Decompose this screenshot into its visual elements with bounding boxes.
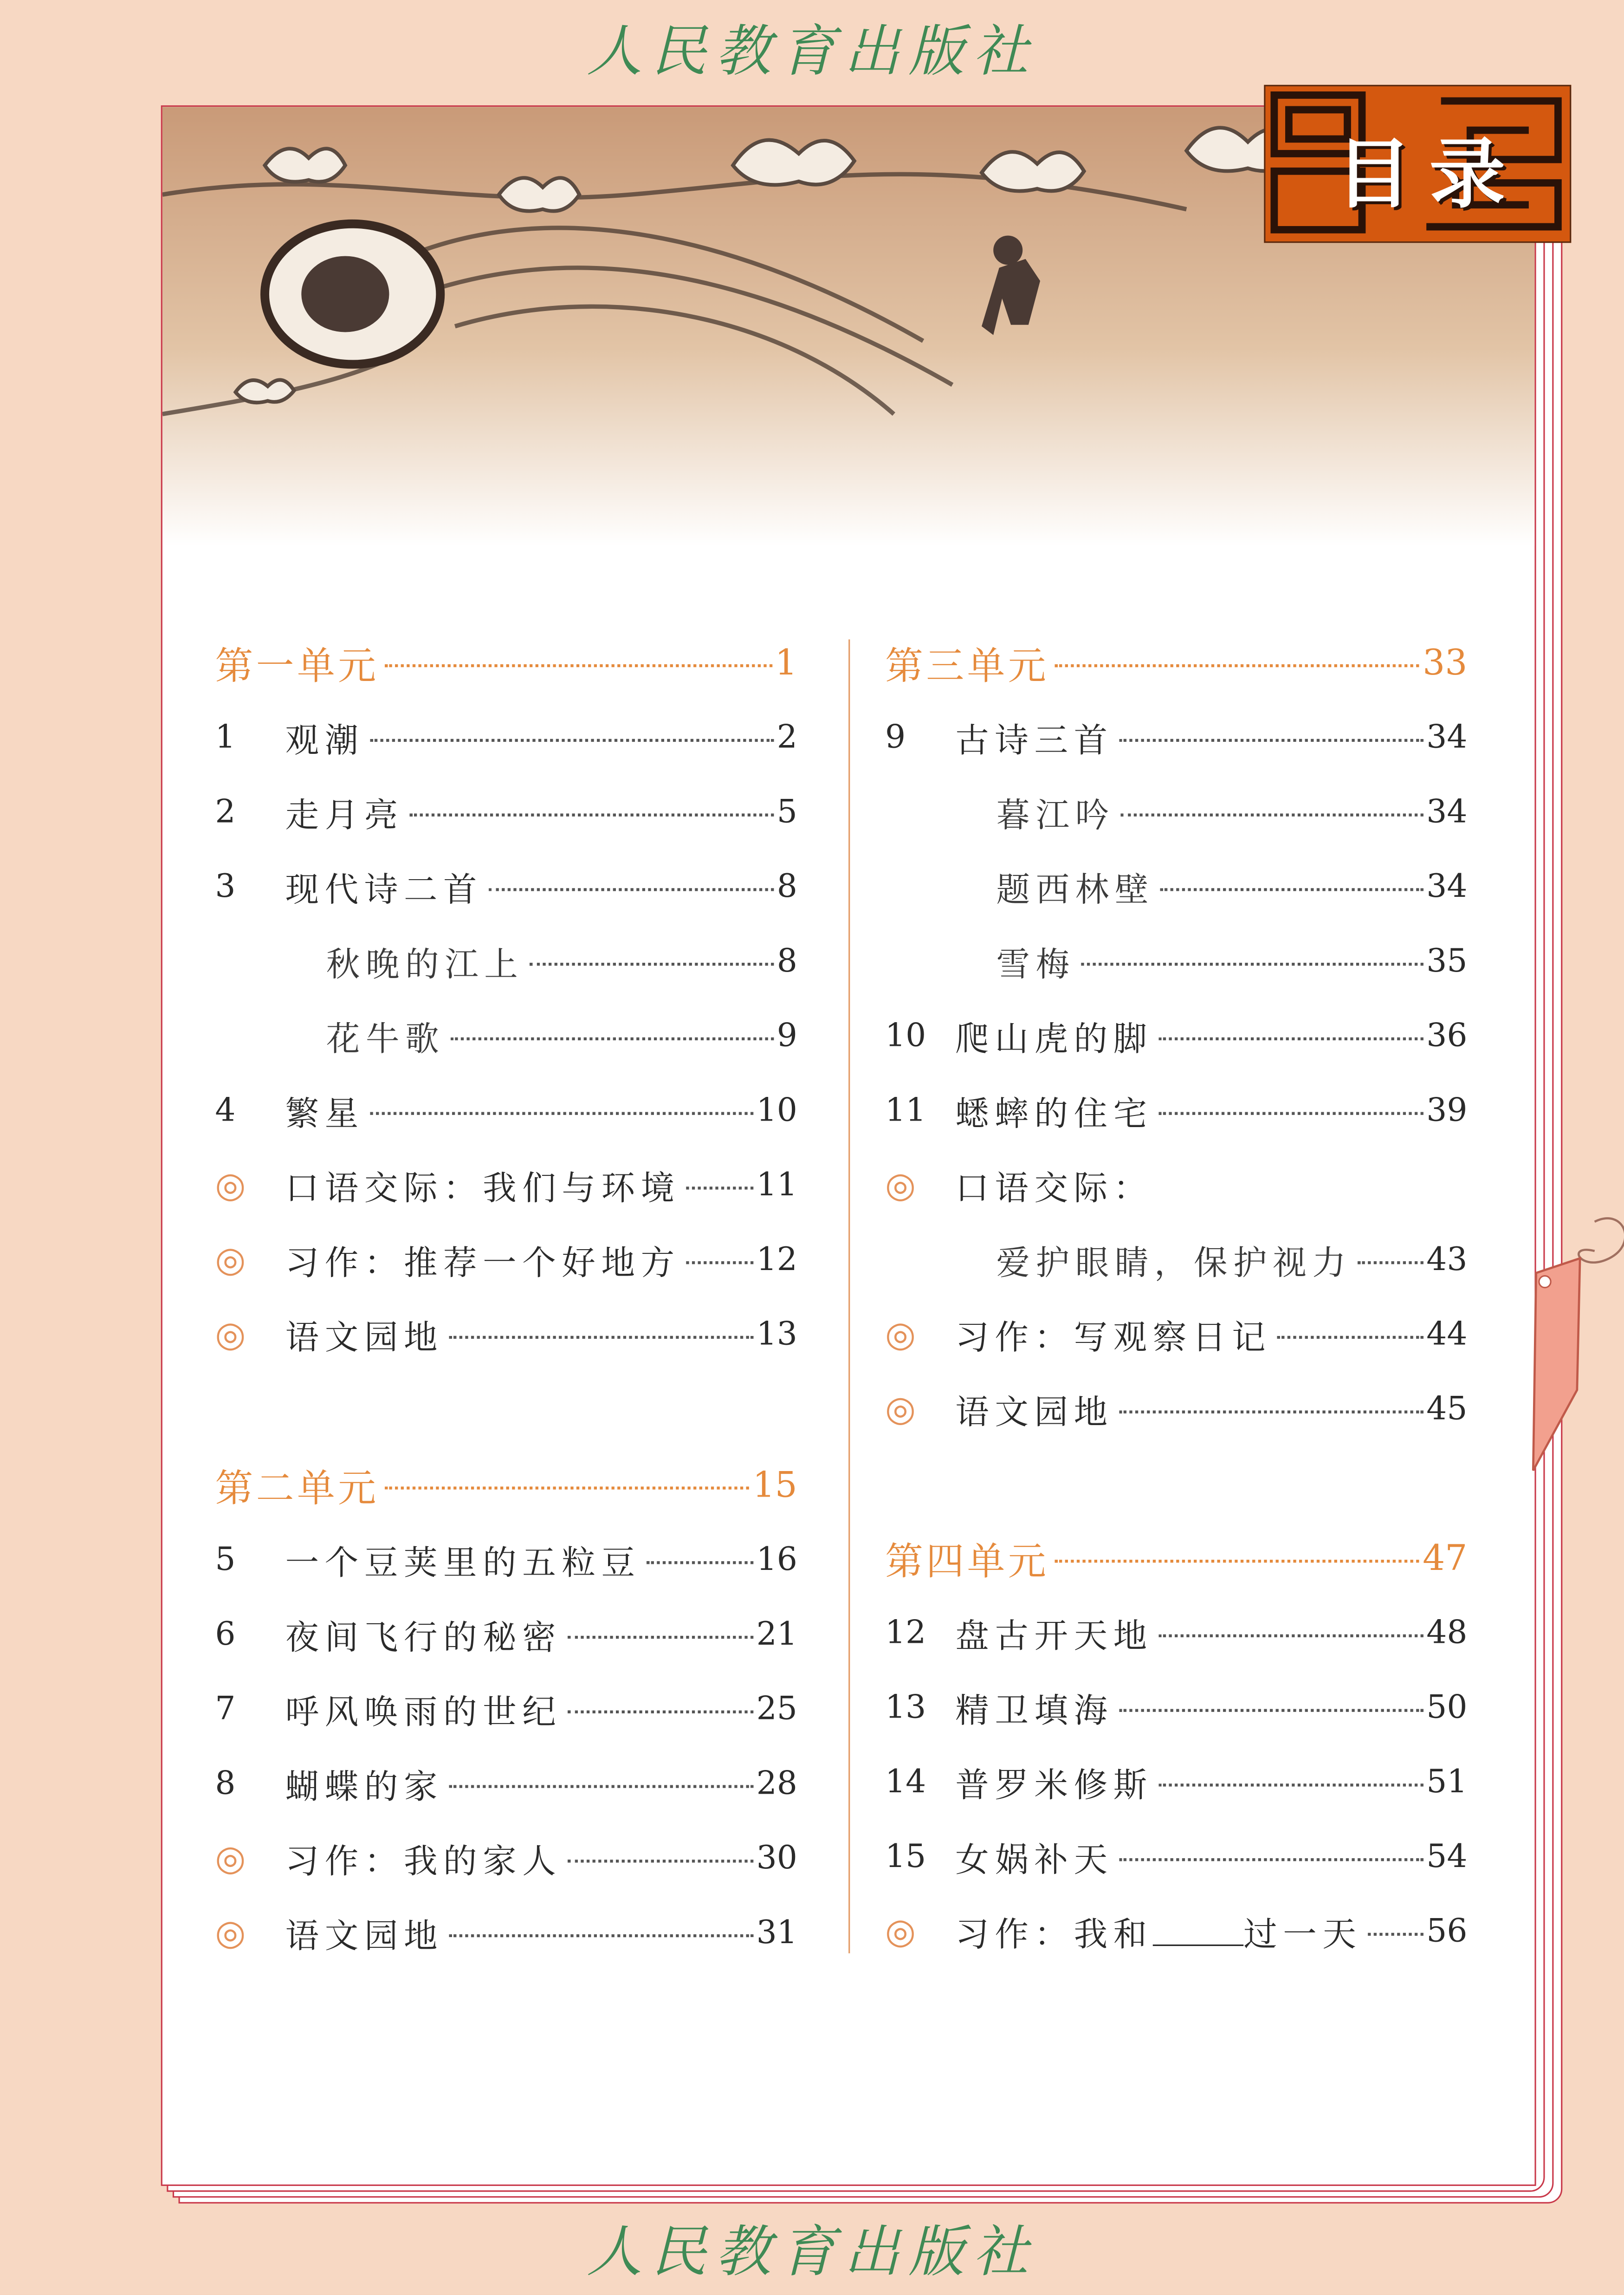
lesson-number: 13	[885, 1689, 926, 1726]
leader-dots	[1120, 814, 1423, 817]
page-number: 1	[775, 642, 797, 683]
leader-dots	[370, 739, 774, 742]
page-number: 36	[1426, 1018, 1468, 1055]
entry-title: 盘古开天地	[955, 1617, 1153, 1656]
bullet-circle-icon: ◎	[215, 1239, 246, 1280]
entry-title: 爬山虎的脚	[955, 1020, 1153, 1059]
entry-title: 爱护眼睛，保护视力	[996, 1244, 1352, 1283]
toc-entry[interactable]	[215, 1605, 797, 1664]
page-number: 35	[1426, 943, 1468, 980]
publisher-logo-top: 人民教育出版社	[586, 19, 1037, 84]
page-number: 47	[1423, 1537, 1468, 1579]
leader-dots	[449, 1336, 754, 1339]
page-number: 5	[776, 793, 797, 830]
toc-entry[interactable]	[215, 1305, 797, 1364]
leader-dots	[1119, 1411, 1423, 1413]
leader-dots	[1119, 1858, 1423, 1861]
bullet-circle-icon: ◎	[885, 1164, 916, 1206]
page-number: 16	[756, 1541, 797, 1578]
page-number: 28	[756, 1765, 797, 1802]
entry-title: 女娲补天	[955, 1841, 1113, 1880]
page-number: 12	[756, 1241, 797, 1278]
entry-title: 第一单元	[215, 644, 379, 689]
page-number: 8	[776, 868, 797, 905]
page-number: 2	[776, 719, 797, 756]
page-number: 50	[1426, 1689, 1468, 1726]
entry-title: 口语交际：	[955, 1170, 1153, 1208]
toc-entry[interactable]	[215, 1231, 797, 1289]
leader-dots	[449, 1934, 754, 1937]
leader-dots	[686, 1186, 753, 1189]
leader-dots	[451, 1037, 774, 1040]
entry-title: 题西林壁	[996, 871, 1154, 909]
bullet-circle-icon: ◎	[885, 1314, 916, 1355]
lesson-number: 12	[885, 1614, 926, 1652]
entry-title: 观潮	[285, 722, 364, 760]
page-number: 43	[1426, 1241, 1468, 1278]
leader-dots	[385, 664, 772, 667]
entry-title: 夜间飞行的秘密	[285, 1619, 562, 1657]
toc-unit-heading[interactable]	[215, 1456, 797, 1514]
leader-dots	[370, 1112, 753, 1115]
leader-dots	[1119, 1709, 1423, 1712]
leader-dots	[568, 1636, 753, 1639]
publisher-logo-bottom: 人民教育出版社	[586, 2219, 1037, 2284]
toc-entry[interactable]	[215, 857, 797, 916]
leader-dots	[385, 1486, 750, 1489]
bullet-circle-icon: ◎	[215, 1164, 246, 1206]
entry-title: 花牛歌	[326, 1020, 445, 1059]
lesson-number: 11	[885, 1092, 926, 1129]
bookmark-ribbon	[1521, 1214, 1624, 1478]
toc-unit-heading[interactable]	[885, 1529, 1467, 1588]
page-number: 45	[1426, 1390, 1468, 1427]
entry-title-after-blank: 过一天	[1243, 1916, 1362, 1954]
lesson-number: 6	[215, 1616, 236, 1653]
toc-entry[interactable]	[885, 1604, 1467, 1662]
page-number: 44	[1426, 1316, 1468, 1353]
page-number: 21	[756, 1616, 797, 1653]
page-number: 30	[756, 1840, 797, 1877]
toc-entry[interactable]	[885, 1156, 1467, 1214]
leader-dots	[1277, 1336, 1423, 1339]
entry-title: 古诗三首	[955, 722, 1113, 760]
leader-dots	[1055, 1560, 1420, 1562]
toc-entry[interactable]	[885, 857, 1467, 916]
lesson-number: 3	[215, 868, 236, 905]
lesson-number: 10	[885, 1018, 926, 1055]
entry-title: 蝴蝶的家	[285, 1768, 444, 1807]
column-divider	[848, 639, 850, 1953]
lesson-number: 4	[215, 1092, 236, 1129]
lesson-number: 14	[885, 1763, 926, 1801]
leader-dots	[1158, 1112, 1423, 1115]
toc-entry[interactable]	[885, 1828, 1467, 1886]
toc-entry[interactable]	[885, 708, 1467, 767]
lesson-number: 8	[215, 1765, 236, 1802]
leader-dots	[1160, 888, 1423, 891]
toc-entry[interactable]	[885, 1902, 1467, 1961]
toc-entry[interactable]	[885, 1380, 1467, 1438]
toc-entry[interactable]	[885, 1081, 1467, 1140]
entry-title: 习作：我的家人	[285, 1842, 562, 1881]
page-number: 51	[1426, 1763, 1468, 1801]
entry-title: 语文园地	[955, 1394, 1113, 1432]
toc-entry[interactable]	[885, 1753, 1467, 1811]
page-number: 8	[776, 943, 797, 980]
entry-title: 第三单元	[885, 644, 1049, 689]
page-number: 9	[776, 1018, 797, 1055]
page-number: 15	[752, 1465, 797, 1506]
page-number: 34	[1426, 719, 1468, 756]
page-number: 34	[1426, 793, 1468, 830]
toc-entry[interactable]	[215, 1904, 797, 1962]
leader-dots	[1158, 1037, 1423, 1040]
toc-entry[interactable]	[215, 1156, 797, 1214]
bullet-circle-icon: ◎	[215, 1314, 246, 1355]
entry-title: 语文园地	[285, 1319, 444, 1357]
page-number: 39	[1426, 1092, 1468, 1129]
leader-dots	[410, 814, 774, 817]
bullet-circle-icon: ◎	[885, 1388, 916, 1430]
page-number: 10	[756, 1092, 797, 1129]
toc-page	[161, 105, 1536, 2186]
toc-entry[interactable]	[215, 1007, 797, 1065]
entry-title: 一个豆荚里的五粒豆	[285, 1544, 641, 1582]
leader-dots	[647, 1561, 753, 1564]
entry-title: 习作：写观察日记	[955, 1319, 1272, 1357]
toc-entry[interactable]	[885, 1305, 1467, 1364]
bullet-circle-icon: ◎	[215, 1912, 246, 1953]
toc-tab	[1264, 85, 1571, 243]
leader-dots	[1119, 739, 1423, 742]
leader-dots	[489, 888, 774, 891]
fill-in-blank	[1153, 1918, 1243, 1945]
page-number: 13	[756, 1316, 797, 1353]
leader-dots	[1055, 664, 1420, 667]
toc-entry[interactable]	[885, 1678, 1467, 1737]
page-number: 48	[1426, 1614, 1468, 1652]
toc-entry[interactable]	[215, 1829, 797, 1887]
toc-entry[interactable]	[215, 932, 797, 991]
entry-title: 习作：我和	[955, 1916, 1153, 1954]
entry-title: 第四单元	[885, 1540, 1049, 1584]
bullet-circle-icon: ◎	[215, 1837, 246, 1879]
entry-title: 现代诗二首	[285, 871, 483, 909]
toc-entry[interactable]	[215, 1081, 797, 1140]
lesson-number: 9	[885, 719, 906, 756]
leader-dots	[1081, 963, 1423, 966]
entry-title: 暮江吟	[996, 797, 1115, 835]
entry-title: 第二单元	[215, 1466, 379, 1511]
leader-dots	[568, 1711, 753, 1713]
toc-unit-heading[interactable]	[885, 634, 1467, 692]
entry-title: 蟋蟀的住宅	[955, 1095, 1153, 1134]
leader-dots	[1368, 1933, 1423, 1936]
leader-dots	[530, 963, 774, 966]
lesson-number: 5	[215, 1541, 236, 1578]
lesson-number: 1	[215, 719, 236, 756]
bullet-circle-icon: ◎	[885, 1911, 916, 1952]
leader-dots	[568, 1860, 753, 1862]
entry-title: 普罗米修斯	[955, 1767, 1153, 1805]
lesson-number: 15	[885, 1838, 926, 1875]
page-number: 34	[1426, 868, 1468, 905]
leader-dots	[686, 1261, 753, 1264]
toc-entry[interactable]	[885, 1007, 1467, 1065]
entry-title: 雪梅	[996, 946, 1075, 984]
toc-entry[interactable]	[215, 1530, 797, 1589]
page-number: 31	[756, 1914, 797, 1951]
entry-title: 习作：推荐一个好地方	[285, 1244, 680, 1283]
toc-entry[interactable]	[215, 1679, 797, 1738]
page-number: 56	[1426, 1913, 1468, 1950]
lesson-number: 2	[215, 793, 236, 830]
leader-dots	[449, 1785, 754, 1788]
leader-dots	[1158, 1783, 1423, 1786]
entry-title: 语文园地	[285, 1917, 444, 1956]
page-number: 54	[1426, 1838, 1468, 1875]
toc-entry[interactable]	[885, 783, 1467, 841]
leader-dots	[1358, 1261, 1423, 1264]
leader-dots	[1158, 1634, 1423, 1637]
entry-title: 呼风唤雨的世纪	[285, 1693, 562, 1732]
page-number: 11	[756, 1167, 797, 1204]
page-number: 33	[1423, 642, 1468, 683]
toc-entry[interactable]	[215, 783, 797, 841]
entry-title: 走月亮	[285, 797, 404, 835]
toc-title: 目录	[1335, 131, 1523, 220]
toc-unit-heading[interactable]	[215, 634, 797, 692]
toc-entry[interactable]	[885, 1231, 1467, 1289]
page-number: 25	[756, 1691, 797, 1727]
toc-entry[interactable]	[215, 1754, 797, 1813]
lesson-number: 7	[215, 1691, 236, 1727]
entry-title: 精卫填海	[955, 1692, 1113, 1731]
toc-entry[interactable]	[215, 708, 797, 767]
toc-entry[interactable]	[885, 932, 1467, 991]
entry-title: 繁星	[285, 1095, 364, 1134]
entry-title: 秋晚的江上	[326, 946, 524, 984]
entry-title: 口语交际：我们与环境	[285, 1170, 680, 1208]
